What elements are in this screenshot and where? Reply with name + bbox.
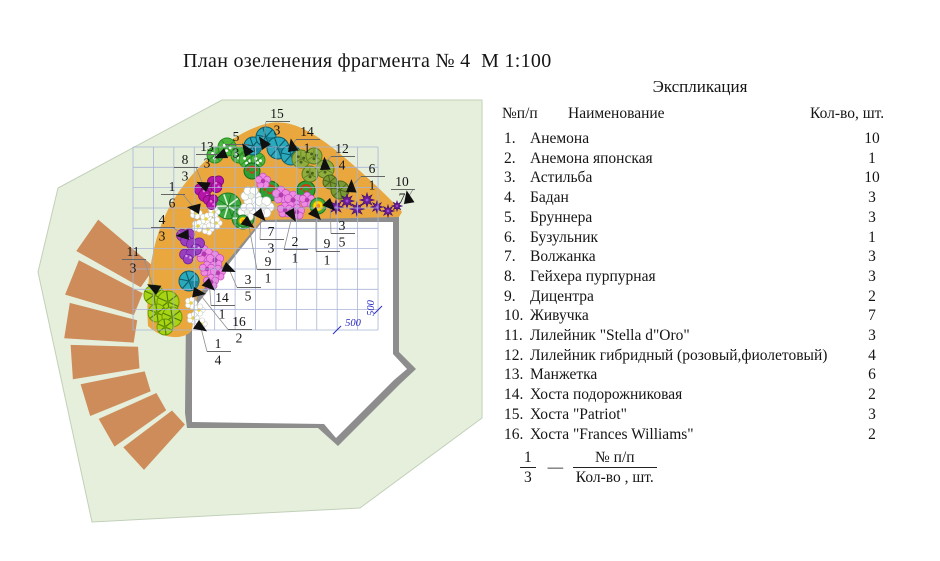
example-fraction: $\frac{1}{3}$ — [520, 448, 536, 487]
legend-item-qty: 3 — [868, 405, 876, 423]
legend-item-num: 12. — [504, 346, 524, 364]
legend-item-name: Астильба — [530, 169, 593, 187]
plant-symbol-dolive — [323, 175, 337, 189]
legend-item-name: Бадан — [530, 189, 569, 207]
legend-item-num: 7. — [504, 248, 516, 266]
legend-item-num: 9. — [504, 287, 516, 305]
legend-item-num: 1. — [504, 130, 516, 147]
callout-quantity: 5 — [244, 288, 252, 304]
callout-quantity: 2 — [235, 330, 243, 346]
legend-item-qty: 4 — [868, 346, 876, 364]
legend-item-num: 3. — [504, 169, 516, 187]
callout-quantity: 3 — [273, 122, 281, 138]
callout-quantity: 3 — [181, 168, 189, 184]
callout-quantity: 3 — [203, 155, 211, 171]
callout-number: 9 — [264, 254, 272, 269]
legend-item-qty: 2 — [868, 287, 876, 305]
plant-symbol-star — [340, 194, 354, 208]
legend-item-name: Волжанка — [530, 248, 596, 266]
legend-item-num: 4. — [504, 189, 516, 207]
callout-quantity: 1 — [264, 270, 272, 286]
legend-item-num: 6. — [504, 228, 516, 246]
legend-item-name: Хоста "Patriot" — [530, 405, 627, 423]
callout-quantity: 3 — [129, 260, 137, 276]
callout-quantity: 7 — [398, 190, 406, 206]
legend-item-qty: 2 — [868, 386, 876, 404]
plant-symbol-star — [350, 202, 364, 216]
legend-item-num: 5. — [504, 208, 516, 226]
legend-item-name: Живучка — [530, 307, 589, 325]
legend-col-num: №п/п — [502, 105, 538, 122]
legend-item-name: Лилейник гибридный (розовый,фиолетовый) — [530, 346, 828, 364]
legend-item-num: 14. — [504, 386, 524, 404]
legend-item-qty: 3 — [868, 248, 876, 266]
callout-quantity: 4 — [338, 157, 346, 173]
legend-key-note — [520, 448, 657, 487]
legend-item-qty: 6 — [868, 366, 876, 384]
legend-title: Экспликация — [652, 77, 748, 96]
callout-number: 8 — [181, 152, 189, 167]
page-title: План озеленения фрагмента № 4 М 1:100 — [183, 50, 552, 72]
plant-symbol-teal — [179, 271, 199, 291]
callout-number: 7 — [267, 224, 275, 239]
legend-item-qty: 3 — [868, 189, 876, 207]
legend-item-qty: 10 — [864, 169, 880, 187]
callout-number: 13 — [200, 139, 214, 154]
legend-item-num: 11. — [504, 327, 523, 344]
plant-symbol-star — [382, 205, 394, 217]
legend-item-num: 8. — [504, 267, 516, 285]
callout-number: 4 — [158, 212, 166, 227]
callout-quantity: 3 — [158, 228, 166, 244]
meaning-fraction: $\frac{№ п/п}{\text{Кол-во , шт.}}$ — [573, 448, 657, 487]
legend-item-qty: 3 — [868, 327, 876, 344]
legend-col-qty: Кол-во, шт. — [810, 105, 885, 122]
callout-number: 16 — [232, 314, 246, 329]
callout-quantity: 6 — [168, 195, 176, 211]
legend-item-qty: 3 — [868, 267, 876, 285]
legend-item-name: Гейхера пурпурная — [530, 267, 656, 285]
legend-item-name: Манжетка — [530, 366, 598, 384]
callout-number: 14 — [215, 290, 229, 305]
callout-number: 2 — [291, 234, 299, 249]
callout-number: 1 — [214, 336, 222, 351]
callout-quantity: 5 — [338, 234, 346, 250]
legend-item-num: 15. — [504, 405, 524, 423]
legend-item-num: 2. — [504, 149, 516, 167]
dimension-label-h: 500 — [345, 318, 361, 329]
legend-item-name: Анемона японская — [530, 149, 653, 167]
callout-number: 5 — [232, 129, 240, 144]
plant-symbol-star — [371, 201, 383, 213]
legend-item-qty: 1 — [868, 149, 876, 167]
callout-quantity: 1 — [218, 306, 226, 322]
legend-item-name: Бруннера — [530, 208, 593, 226]
legend-item-num: 16. — [504, 425, 524, 443]
dimension-label-v: 500 — [366, 300, 377, 316]
callout-number: 11 — [126, 244, 140, 259]
legend-item-qty: 7 — [868, 307, 876, 325]
callout-quantity: 1 — [368, 177, 376, 193]
legend-item-qty: 3 — [868, 208, 876, 226]
callout-number: 9 — [323, 236, 331, 251]
legend-item-qty: 10 — [864, 130, 880, 147]
callout-number: 14 — [300, 124, 314, 139]
legend-item-num: 13. — [504, 366, 524, 384]
legend-item-name: Лилейник "Stella d"Oro" — [530, 327, 690, 344]
legend-item-qty: 2 — [868, 425, 876, 443]
callout-number: 3 — [338, 218, 346, 233]
legend-item-name: Хоста "Frances Williams" — [530, 425, 694, 443]
legend-item-qty: 1 — [868, 228, 876, 246]
callout-number: 3 — [244, 272, 252, 287]
callout-number: 1 — [168, 179, 176, 194]
legend-item-name: Анемона — [530, 130, 590, 147]
callout-number: 12 — [335, 141, 349, 156]
callout-quantity: 1 — [303, 140, 311, 156]
legend-item-num: 10. — [504, 307, 524, 325]
callout-quantity: 3 — [232, 145, 240, 161]
plant-symbol-olive — [302, 166, 318, 182]
callout-number: 10 — [395, 174, 409, 189]
callout-quantity: 1 — [323, 252, 331, 268]
callout-quantity: 3 — [267, 240, 275, 256]
dash: — — [547, 458, 564, 476]
callout-quantity: 4 — [214, 352, 222, 368]
callout-number: 15 — [270, 106, 284, 121]
legend-item-name: Хоста подорожниковая — [530, 386, 683, 404]
legend-item-name: Дицентра — [530, 287, 594, 305]
legend-item-name: Бузульник — [530, 228, 599, 246]
plant-symbol-star — [360, 193, 374, 207]
callout-quantity: 1 — [291, 250, 299, 266]
callout-number: 6 — [368, 161, 376, 176]
legend-col-name: Наименование — [568, 105, 665, 122]
plant-symbol-lily — [157, 319, 173, 335]
